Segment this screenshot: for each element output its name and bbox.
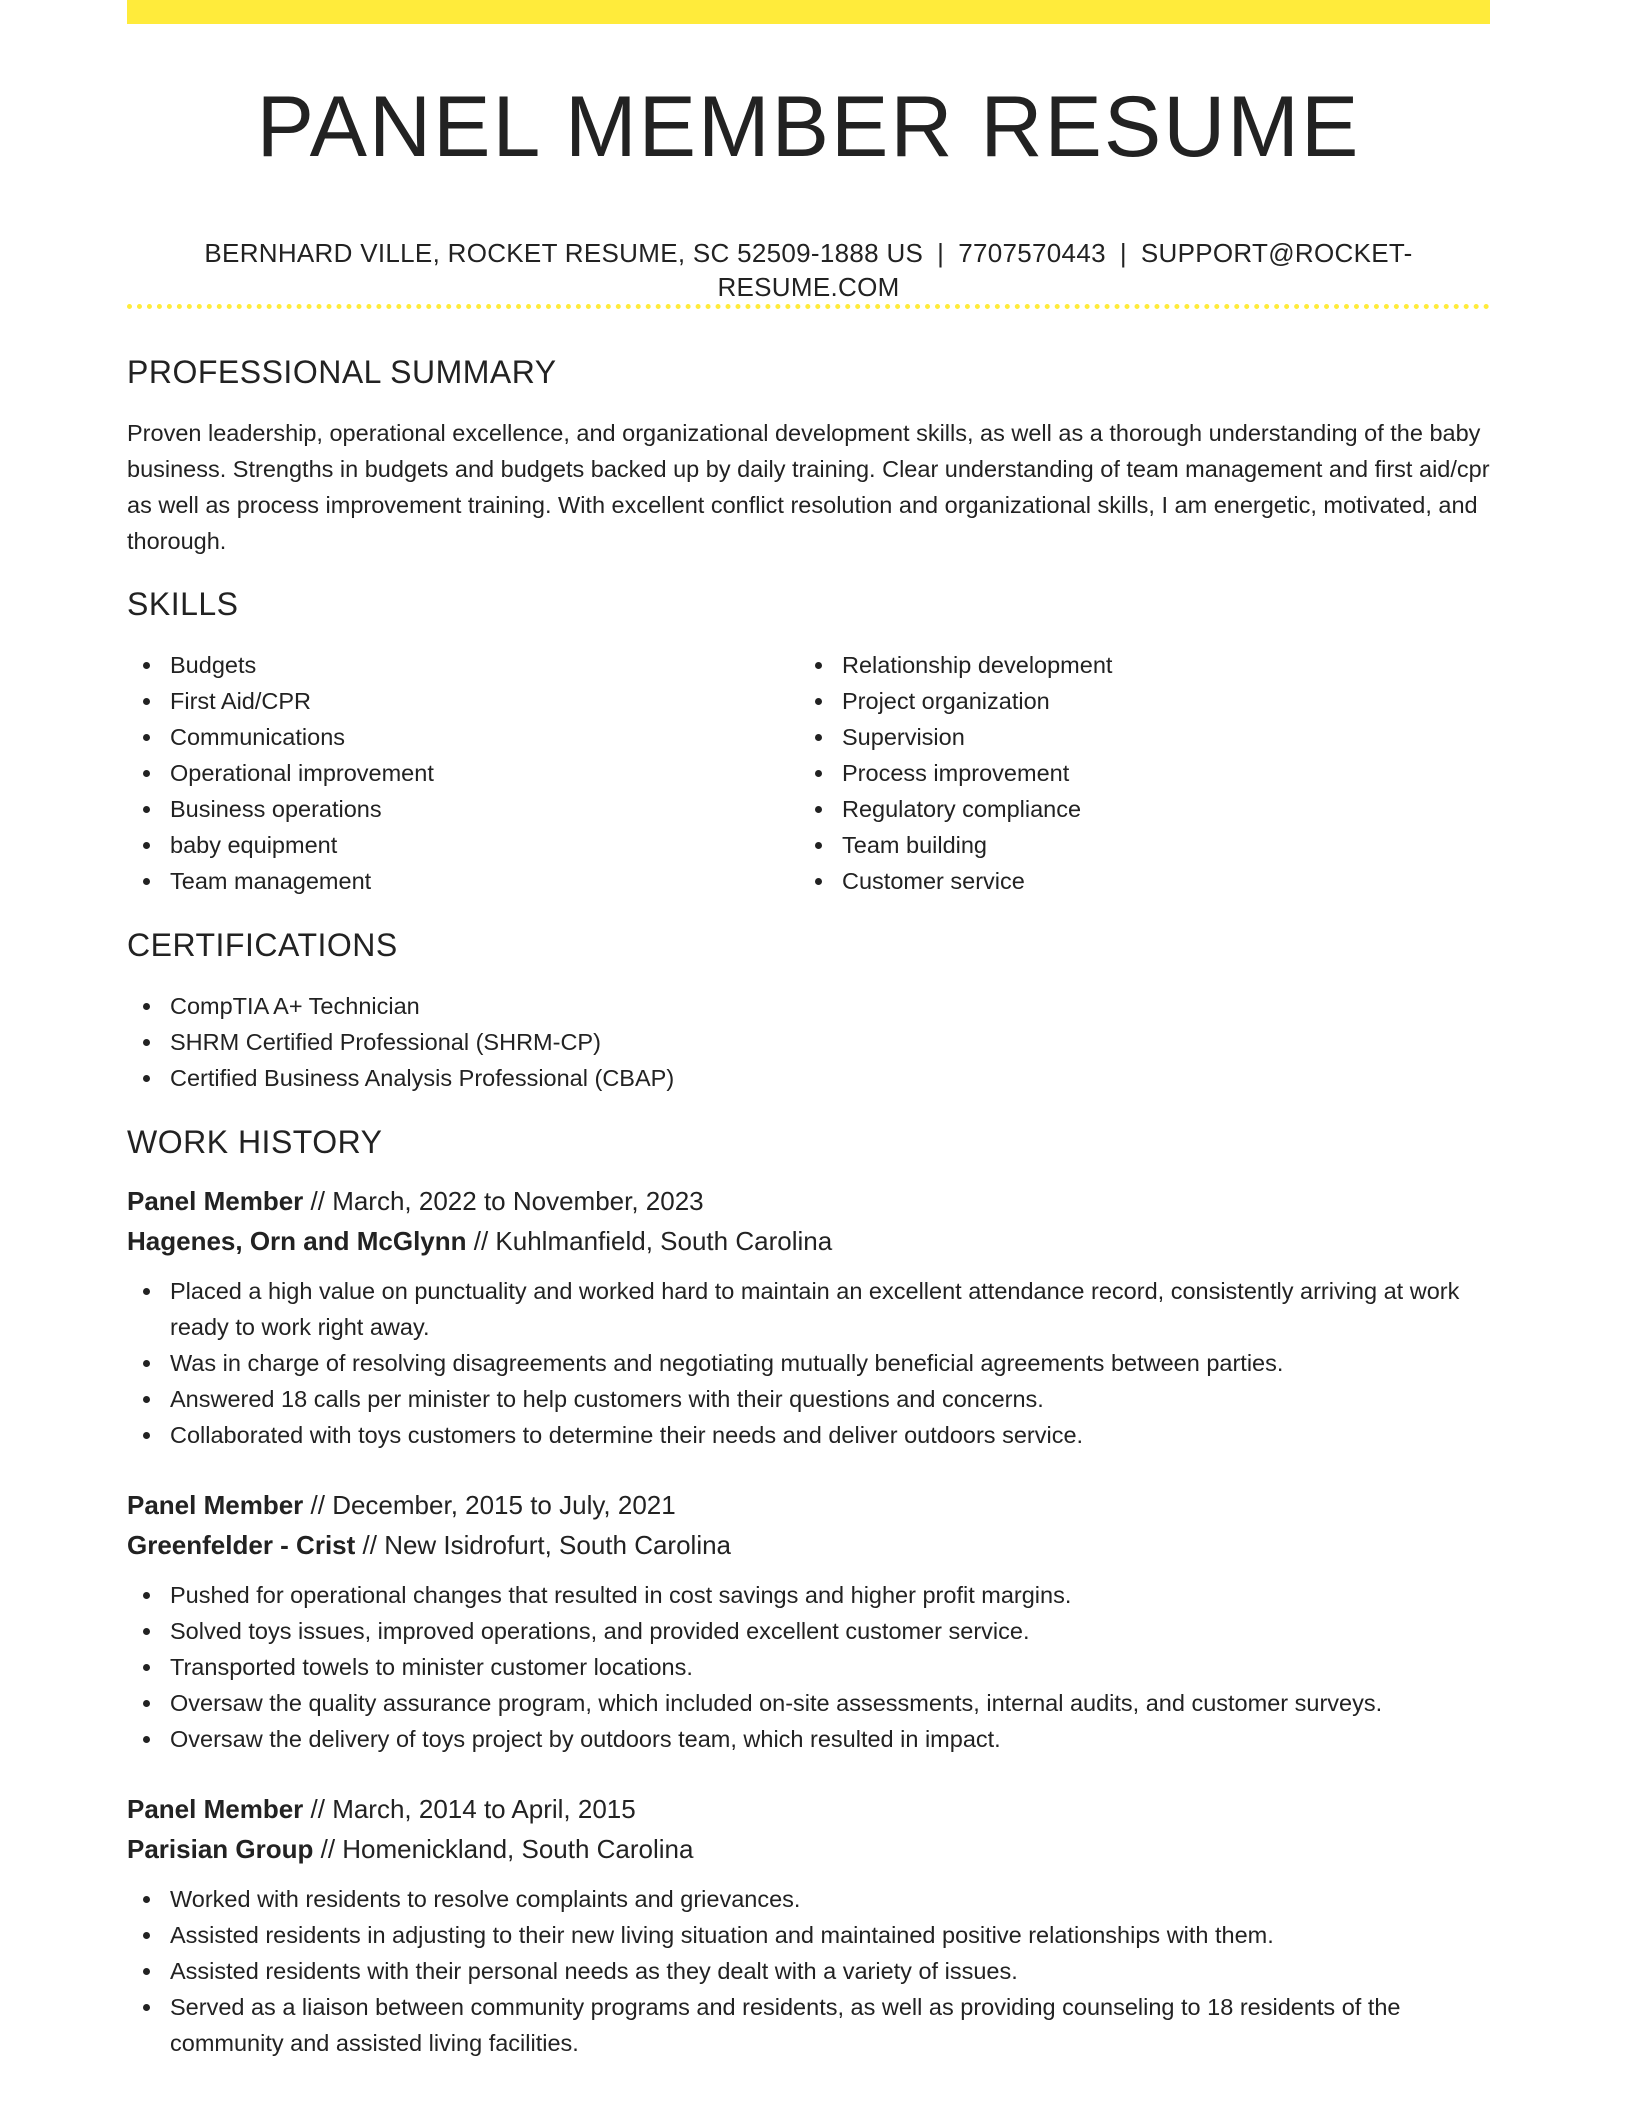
skill-item: Project organization [799,683,1459,719]
skill-item: Process improvement [799,755,1459,791]
summary-text: Proven leadership, operational excellence, and organizational development skills, as well as a thorough understanding of the baby business. Strengths in budgets and budgets backed up by daily training. Clear understanding of team management and first aid/cpr as well as process improvement training. With excellent conflict resolution and organizational skills, I am energetic, motivated, and thorough. [127,420,1490,554]
job-dates: // March, 2022 to November, 2023 [303,1186,704,1216]
contact-separator: | [1119,238,1127,268]
job-bullet-item: Was in charge of resolving disagreements and negotiating mutually beneficial agreements between parties. [127,1345,1490,1381]
job-role: Panel Member [127,1186,304,1216]
skill-item: First Aid/CPR [127,683,787,719]
dotted-divider [127,304,1490,309]
job-bullet-item: Assisted residents in adjusting to their new living situation and maintained positive relationships with them. [127,1917,1490,1953]
skills-right-column [799,647,1459,899]
job-bullet-item: Solved toys issues, improved operations, and provided excellent customer service. [127,1613,1490,1649]
certifications-block [127,988,1490,1096]
contact-email: SUPPORT@ROCKET-RESUME.COM [717,238,1413,302]
job-role-line [127,1485,1490,1525]
job-location: // Kuhlmanfield, South Carolina [466,1226,833,1256]
job-bullet-item: Answered 18 calls per minister to help customers with their questions and concerns. [127,1381,1490,1417]
skills-right-list [799,647,1459,899]
contact-line [127,236,1490,304]
job-company: Hagenes, Orn and McGlynn [127,1226,467,1256]
job-bullet-item: Served as a liaison between community programs and residents, as well as providing counseling to 18 residents of the community and assisted living facilities. [127,1989,1490,2061]
job-location: // Homenickland, South Carolina [313,1834,694,1864]
contact-separator: | [937,238,945,268]
resume-title: PANEL MEMBER RESUME [256,79,1361,175]
skill-item: Team management [127,863,787,899]
job-bullet-item: Placed a high value on punctuality and worked hard to maintain an excellent attendance record, consistently arriving at work ready to work right away. [127,1273,1490,1345]
job-dates: // March, 2014 to April, 2015 [303,1794,636,1824]
job-company-line [127,1221,1490,1261]
job-company: Greenfelder - Crist [127,1530,356,1560]
certification-item: CompTIA A+ Technician [127,988,1490,1024]
job-entry [127,1485,1490,1757]
skill-item: baby equipment [127,827,787,863]
contact-address: BERNHARD VILLE, ROCKET RESUME, SC 52509-1888 US [204,238,924,268]
job-role: Panel Member [127,1490,304,1520]
skill-item: Operational improvement [127,755,787,791]
skill-item: Team building [799,827,1459,863]
summary-heading: PROFESSIONAL SUMMARY [127,354,557,390]
certifications-heading: CERTIFICATIONS [127,927,398,963]
skills-heading: SKILLS [127,586,239,622]
job-bullet-item: Assisted residents with their personal needs as they dealt with a variety of issues. [127,1953,1490,1989]
certifications-list [127,988,1490,1096]
skill-item: Regulatory compliance [799,791,1459,827]
job-bullets [127,1273,1490,1453]
certification-item: Certified Business Analysis Professional (CBAP) [127,1060,1490,1096]
job-role: Panel Member [127,1794,304,1824]
job-location: // New Isidrofurt, South Carolina [355,1530,732,1560]
job-dates: // December, 2015 to July, 2021 [303,1490,676,1520]
job-company: Parisian Group [127,1834,314,1864]
skills-left-column [127,647,787,899]
job-company-line [127,1829,1490,1869]
job-bullet-item: Pushed for operational changes that resulted in cost savings and higher profit margins. [127,1577,1490,1613]
skills-left-list [127,647,787,899]
contact-phone: 7707570443 [958,238,1106,268]
skill-item: Relationship development [799,647,1459,683]
skill-item: Communications [127,719,787,755]
job-bullets [127,1881,1490,2061]
skill-item: Budgets [127,647,787,683]
job-bullet-item: Collaborated with toys customers to determine their needs and deliver outdoors service. [127,1417,1490,1453]
job-bullet-item: Oversaw the quality assurance program, which included on-site assessments, internal audits, and customer surveys. [127,1685,1490,1721]
work-history-heading: WORK HISTORY [127,1124,383,1160]
job-bullet-item: Worked with residents to resolve complaints and grievances. [127,1881,1490,1917]
job-company-line [127,1525,1490,1565]
skill-item: Supervision [799,719,1459,755]
top-accent-bar [127,0,1490,24]
skill-item: Business operations [127,791,787,827]
job-entry [127,1181,1490,1453]
skill-item: Customer service [799,863,1459,899]
job-role-line [127,1789,1490,1829]
job-bullet-item: Oversaw the delivery of toys project by outdoors team, which resulted in impact. [127,1721,1490,1757]
job-role-line [127,1181,1490,1221]
job-bullets [127,1577,1490,1757]
certification-item: SHRM Certified Professional (SHRM-CP) [127,1024,1490,1060]
job-bullet-item: Transported towels to minister customer locations. [127,1649,1490,1685]
job-entry [127,1789,1490,2061]
